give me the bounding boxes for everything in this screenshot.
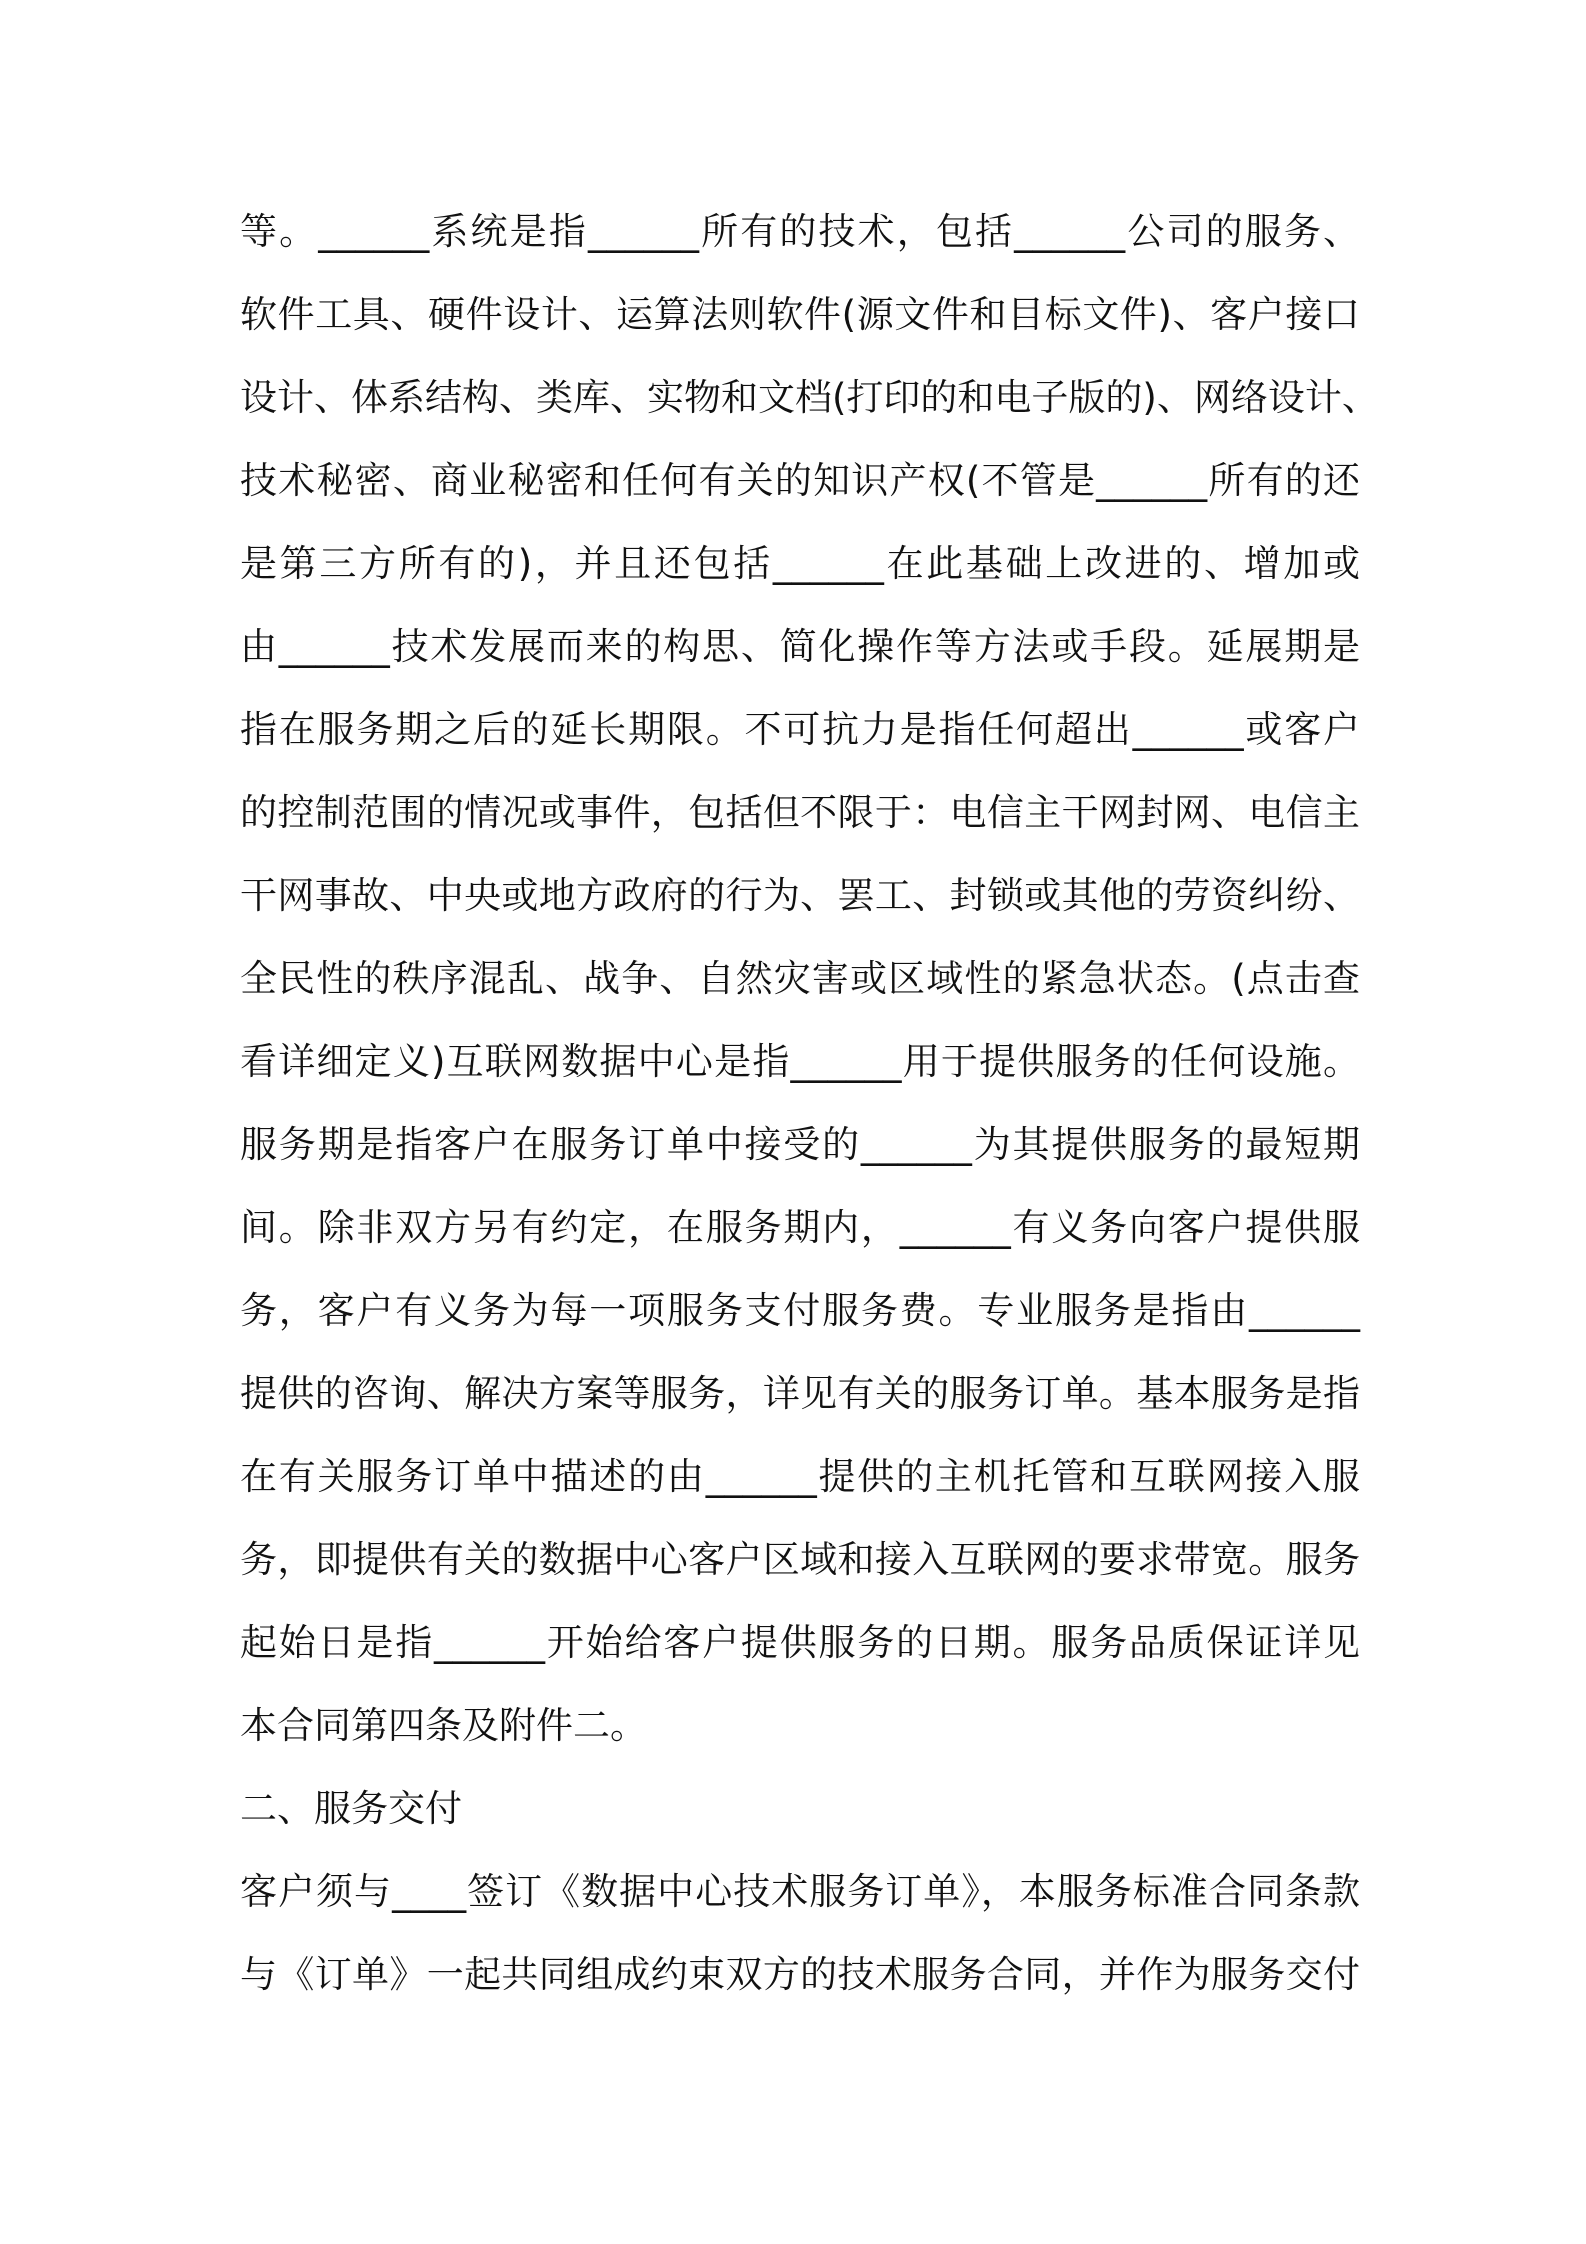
paragraph-line: 提供的咨询、解决方案等服务，详见有关的服务订单。基本服务是指 <box>240 1372 1360 1415</box>
section-heading: 二、服务交付 <box>240 1787 462 1830</box>
paragraph-line: 服务期是指客户在服务订单中接受的______为其提供服务的最短期 <box>240 1123 1360 1166</box>
paragraph-line: 在有关服务订单中描述的由______提供的主机托管和互联网接入服 <box>240 1455 1360 1498</box>
paragraph-line: 看详细定义)互联网数据中心是指______用于提供服务的任何设施。 <box>240 1040 1360 1083</box>
paragraph-line: 等。______系统是指______所有的技术，包括______公司的服务、 <box>240 210 1360 253</box>
paragraph-line: 务，即提供有关的数据中心客户区域和接入互联网的要求带宽。服务 <box>240 1538 1360 1581</box>
paragraph-line: 是第三方所有的)，并且还包括______在此基础上改进的、增加或 <box>240 542 1360 585</box>
contract-text <box>240 190 1379 2016</box>
paragraph-line: 客户须与____签订《数据中心技术服务订单》，本服务标准合同条款 <box>240 1870 1360 1913</box>
paragraph-line: 干网事故、中央或地方政府的行为、罢工、封锁或其他的劳资纠纷、 <box>240 874 1360 917</box>
paragraph-line: 起始日是指______开始给客户提供服务的日期。服务品质保证详见 <box>240 1621 1360 1664</box>
paragraph-line: 全民性的秩序混乱、战争、自然灾害或区域性的紧急状态。(点击查 <box>240 957 1360 1000</box>
paragraph-line: 设计、体系结构、类库、实物和文档(打印的和电子版的)、网络设计、 <box>240 376 1379 419</box>
paragraph-line: 务，客户有义务为每一项服务支付服务费。专业服务是指由______ <box>240 1289 1360 1332</box>
paragraph-line: 本合同第四条及附件二。 <box>240 1704 647 1747</box>
paragraph-line: 的控制范围的情况或事件，包括但不限于：电信主干网封网、电信主 <box>240 791 1360 834</box>
paragraph-line: 软件工具、硬件设计、运算法则软件(源文件和目标文件)、客户接口 <box>240 293 1360 336</box>
paragraph-line: 技术秘密、商业秘密和任何有关的知识产权(不管是______所有的还 <box>240 459 1360 502</box>
paragraph-line: 指在服务期之后的延长期限。不可抗力是指任何超出______或客户 <box>240 708 1360 751</box>
paragraph-line: 间。除非双方另有约定，在服务期内，______有义务向客户提供服 <box>240 1206 1360 1249</box>
paragraph-line: 由______技术发展而来的构思、简化操作等方法或手段。延展期是 <box>240 625 1360 668</box>
paragraph-line: 与《订单》一起共同组成约束双方的技术服务合同，并作为服务交付 <box>240 1953 1360 1996</box>
